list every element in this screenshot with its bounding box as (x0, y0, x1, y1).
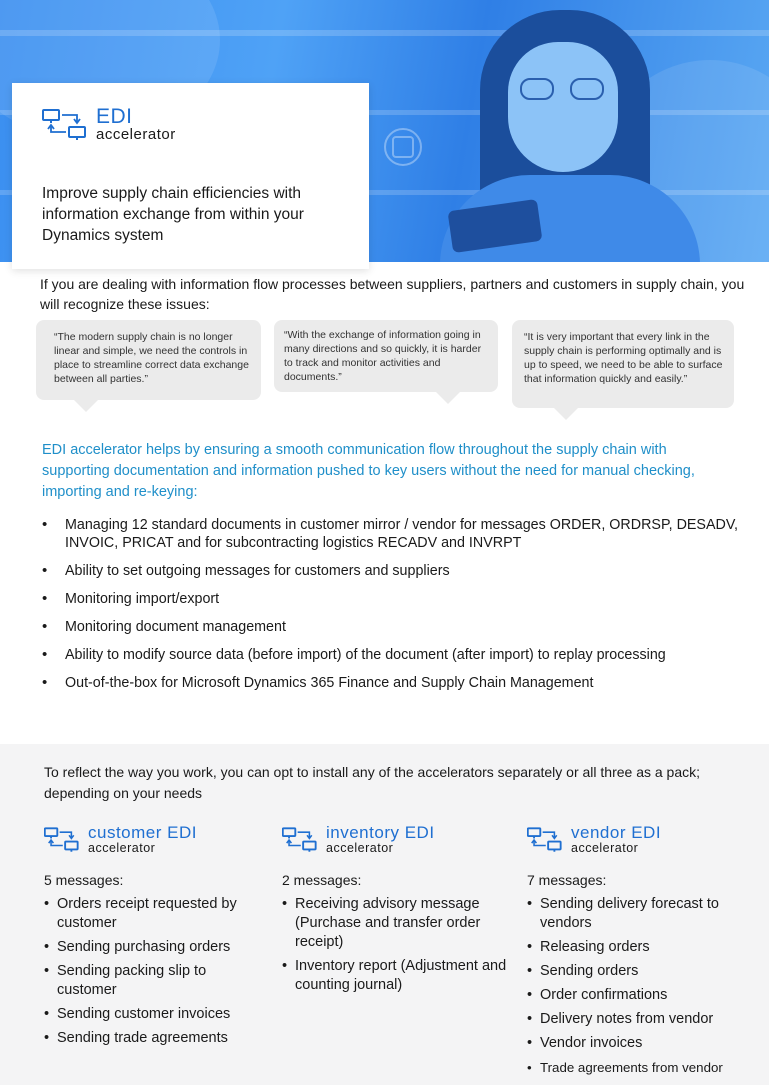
reflect-text: To reflect the way you work, you can opt to install any of the accelerators separately or all three as a pack; depending on your needs (44, 764, 701, 801)
accelerator-sub: accelerator (88, 841, 156, 855)
accelerator-edi: EDI (167, 823, 197, 842)
feature-item: • Ability to modify source data (before import) of the document (after import) to replay processing (42, 646, 752, 664)
quote-bubble: “The modern supply chain is no longer linear and simple, we need the controls in place to streamline correct data exchange between all parties.” (36, 320, 261, 400)
feature-item: • Monitoring document management (42, 618, 752, 636)
message-item: • Sending delivery forecast to vendors (527, 895, 752, 933)
logo-title: EDI (96, 105, 133, 128)
accelerator-name: vendor (571, 823, 626, 842)
edi-exchange-icon (527, 826, 563, 854)
feature-item: • Out-of-the-box for Microsoft Dynamics 365 Finance and Supply Chain Management (42, 674, 752, 692)
message-item: • Vendor invoices (527, 1034, 752, 1053)
inventory-edi-logo (282, 824, 507, 855)
title-card (12, 83, 369, 269)
feature-item: • Monitoring import/export (42, 590, 752, 608)
quote-bubble: “It is very important that every link in the supply chain is performing optimally and is up to speed, we need to be able to surface that information quickly and easily.” (512, 320, 734, 408)
feature-item: • Managing 12 standard documents in customer mirror / vendor for messages ORDER, ORDRSP, DESADV, INVOIC, PRICAT and for subcontracting logistics RECADV and INVRPT (42, 516, 752, 552)
message-count: 7 messages: (527, 872, 607, 888)
message-list (44, 895, 269, 1048)
accelerator-name: customer (88, 823, 162, 842)
accelerator-inventory (282, 824, 507, 1000)
edi-logo (42, 107, 339, 143)
message-item: • Sending orders (527, 962, 752, 981)
accelerator-edi: EDI (631, 823, 662, 842)
accelerator-sub: accelerator (571, 841, 639, 855)
message-item: • Sending customer invoices (44, 1005, 269, 1024)
edi-exchange-icon (282, 826, 318, 854)
intro-text: If you are dealing with information flow processes between suppliers, partners and customers in supply chain, you will recognize these issues: (40, 276, 745, 312)
hero-photo-person (420, 0, 720, 262)
accelerators-section (0, 744, 769, 1085)
vendor-edi-logo (527, 824, 752, 855)
customer-edi-logo (44, 824, 269, 855)
edi-exchange-icon (42, 108, 88, 142)
message-item: • Order confirmations (527, 986, 752, 1005)
logo-subtitle: accelerator (96, 126, 176, 143)
message-item: • Sending trade agreements (44, 1029, 269, 1048)
message-count: 2 messages: (282, 872, 362, 888)
accelerator-vendor (527, 824, 752, 1082)
hud-square-icon (392, 136, 414, 158)
accelerator-edi: EDI (404, 823, 435, 842)
accelerator-customer (44, 824, 269, 1053)
accelerator-name: inventory (326, 823, 400, 842)
accelerator-sub: accelerator (326, 841, 394, 855)
message-item: • Sending packing slip to customer (44, 962, 269, 1000)
message-item: • Delivery notes from vendor (527, 1010, 752, 1029)
message-item: • Receiving advisory message (Purchase and transfer order receipt) (282, 895, 507, 952)
message-item: • Trade agreements from vendor (527, 1058, 752, 1077)
feature-item: • Ability to set outgoing messages for customers and suppliers (42, 562, 752, 580)
message-item: • Releasing orders (527, 938, 752, 957)
message-count: 5 messages: (44, 872, 124, 888)
edi-exchange-icon (44, 826, 80, 854)
message-list (527, 895, 752, 1077)
tagline: Improve supply chain efficiencies with information exchange from within your Dynamics system (42, 185, 304, 244)
feature-list (42, 516, 752, 702)
quote-bubble: “With the exchange of information going in many directions and so quickly, it is harder to track and monitor activities and documents.” (274, 320, 498, 392)
message-item: • Orders receipt requested by customer (44, 895, 269, 933)
helps-statement: EDI accelerator helps by ensuring a smooth communication flow throughout the supply chain with supporting documentation and information pushed to key users without the need for manual checking, importing and re-keying: (42, 442, 695, 500)
message-list (282, 895, 507, 995)
message-item: • Inventory report (Adjustment and counting journal) (282, 957, 507, 995)
message-item: • Sending purchasing orders (44, 938, 269, 957)
